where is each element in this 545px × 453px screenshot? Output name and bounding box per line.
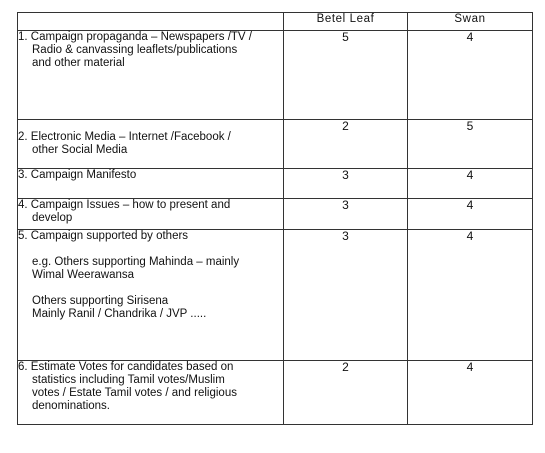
comparison-table xyxy=(17,12,533,425)
betel-leaf-score: 3 xyxy=(284,169,408,199)
row-item-cell xyxy=(18,199,284,230)
item-line: 2. Electronic Media – Internet /Facebook / xyxy=(18,131,231,143)
header-betel-leaf: Betel Leaf xyxy=(284,13,408,31)
item-line: develop xyxy=(32,212,73,224)
table-row xyxy=(18,199,533,230)
item-line: Wimal Weerawansa xyxy=(32,269,135,281)
table-row xyxy=(18,31,533,120)
row-item-cell xyxy=(18,31,284,120)
item-line: other Social Media xyxy=(32,144,128,156)
betel-leaf-score: 3 xyxy=(284,199,408,230)
item-line: 5. Campaign supported by others xyxy=(18,230,189,242)
item-line: e.g. Others supporting Mahinda – mainly xyxy=(32,256,240,268)
item-line: Others supporting Sirisena xyxy=(32,295,169,307)
item-line: and other material xyxy=(32,57,125,69)
betel-leaf-score: 5 xyxy=(284,31,408,120)
item-line: statistics including Tamil votes/Muslim xyxy=(32,374,225,386)
header-swan: Swan xyxy=(408,13,533,31)
row-item-cell xyxy=(18,169,284,199)
table-row xyxy=(18,230,533,361)
betel-leaf-score: 2 xyxy=(284,120,408,169)
item-line: 3. Campaign Manifesto xyxy=(18,169,137,181)
table-row xyxy=(18,169,533,199)
item-line: 4. Campaign Issues – how to present and xyxy=(18,199,231,211)
swan-score: 5 xyxy=(408,120,533,169)
item-line: denominations. xyxy=(32,400,110,412)
line-spacer xyxy=(18,282,283,295)
swan-score: 4 xyxy=(408,31,533,120)
line-spacer xyxy=(18,243,283,256)
row-item-cell xyxy=(18,361,284,425)
betel-leaf-score: 3 xyxy=(284,230,408,361)
swan-score: 4 xyxy=(408,361,533,425)
swan-score: 4 xyxy=(408,199,533,230)
item-line: 6. Estimate Votes for candidates based on xyxy=(18,361,234,373)
betel-leaf-score: 2 xyxy=(284,361,408,425)
item-line: Mainly Ranil / Chandrika / JVP ..... xyxy=(32,308,207,320)
table-row xyxy=(18,361,533,425)
item-line: 1. Campaign propaganda – Newspapers /TV / xyxy=(18,31,252,43)
swan-score: 4 xyxy=(408,230,533,361)
header-blank-cell xyxy=(18,13,284,31)
item-line: Radio & canvassing leaflets/publications xyxy=(32,44,238,56)
header-row xyxy=(18,13,533,31)
swan-score: 4 xyxy=(408,169,533,199)
row-item-cell xyxy=(18,120,284,169)
row-item-cell xyxy=(18,230,284,361)
table-row xyxy=(18,120,533,169)
item-line: votes / Estate Tamil votes / and religious xyxy=(32,387,237,399)
